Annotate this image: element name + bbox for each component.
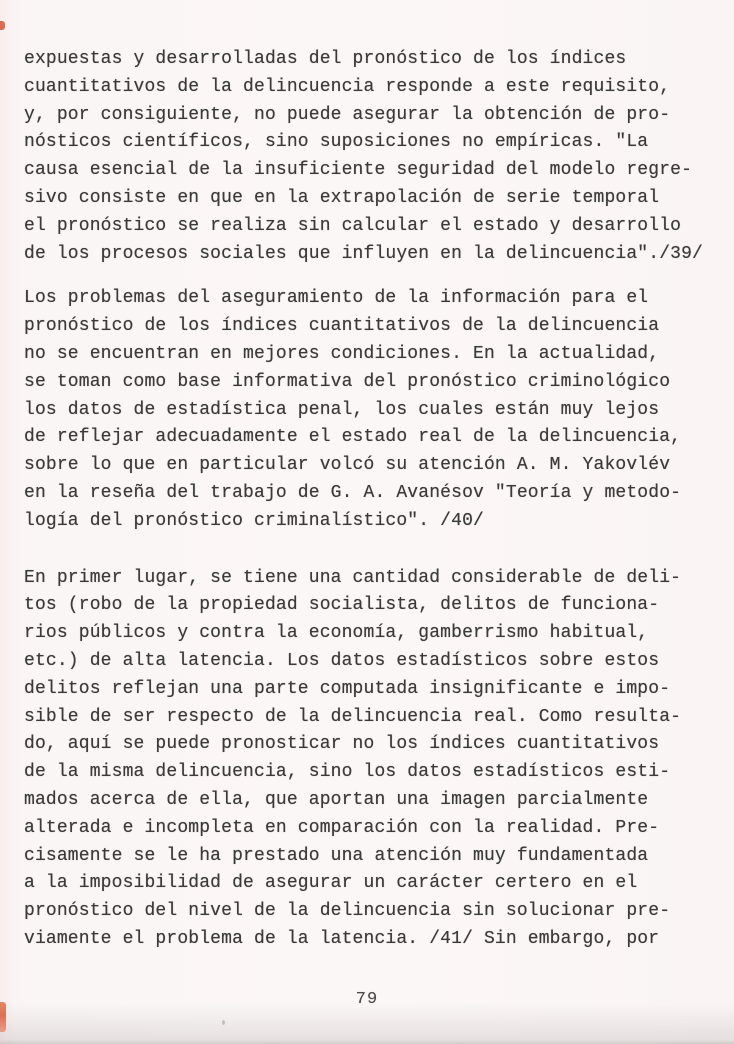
text-line: cuantitativos de la delincuencia responde a este requisito, (24, 76, 671, 97)
text-line: viamente el problema de la latencia. /41/ Sin embargo, por (24, 928, 660, 949)
text-line: de la misma delincuencia, sino los datos estadísticos esti- (24, 762, 671, 783)
text-line: alterada e incompleta en comparación con la realidad. Pre- (24, 817, 660, 838)
text-line: los datos de estadística penal, los cuales están muy lejos (24, 399, 660, 420)
text-line: rios públicos y contra la economía, gamberrismo habitual, (24, 623, 649, 644)
text-line: causa esencial de la insuficiente seguridad del modelo regre- (24, 160, 693, 181)
text-line: se toman como base informativa del pronóstico criminológico (24, 371, 671, 392)
text-line: el pronóstico se realiza sin calcular el estado y desarrollo (24, 215, 682, 236)
paragraph-3 (24, 565, 714, 954)
text-line: en la reseña del trabajo de G. A. Avanésov "Teoría y metodo- (24, 482, 682, 503)
text-line: sobre lo que en particular volcó su atención A. M. Yakovlév (24, 455, 671, 476)
text-line: tos (robo de la propiedad socialista, delitos de funciona- (24, 595, 660, 616)
paragraph-1 (24, 46, 714, 268)
text-line: mados acerca de ella, que aportan una imagen parcialmente (24, 789, 649, 810)
paragraph-2 (24, 285, 714, 535)
text-line: de los procesos sociales que influyen en la delincuencia"./39/ (24, 243, 704, 264)
text-line: expuestas y desarrolladas del pronóstico de los índices (24, 49, 627, 69)
text-line: sible de ser respecto de la delincuencia real. Como resulta- (24, 706, 682, 727)
ink-speck (222, 1020, 225, 1025)
text-line: pronóstico del nivel de la delincuencia sin solucionar pre- (24, 901, 671, 922)
text-line: de reflejar adecuadamente el estado real de la delincuencia, (24, 427, 682, 448)
text-line: etc.) de alta latencia. Los datos estadísticos sobre estos (24, 650, 660, 671)
red-edge-mark-top (0, 21, 5, 30)
text-line: do, aquí se puede pronosticar no los índices cuantitativos (24, 734, 660, 755)
text-block (24, 46, 714, 954)
page-number: 79 (355, 990, 379, 1009)
text-line: y, por consiguiente, no puede asegurar la obtención de pro- (24, 104, 671, 125)
text-line: delitos reflejan una parte computada insignificante e impo- (24, 678, 671, 699)
text-line: nósticos científicos, sino suposiciones no empíricas. "La (24, 132, 649, 153)
text-line: no se encuentran en mejores condiciones. En la actualidad, (24, 343, 660, 364)
text-line: En primer lugar, se tiene una cantidad considerable de deli- (24, 567, 682, 588)
text-line: a la imposibilidad de asegurar un carácter certero en el (24, 873, 638, 894)
text-line: logía del pronóstico criminalístico". /40/ (24, 510, 484, 531)
text-line: sivo consiste en que en la extrapolación de serie temporal (24, 187, 660, 208)
text-line: Los problemas del aseguramiento de la información para el (24, 288, 649, 309)
text-line: pronóstico de los índices cuantitativos de la delincuencia (24, 316, 660, 337)
text-line: cisamente se le ha prestado una atención muy fundamentada (24, 845, 649, 866)
